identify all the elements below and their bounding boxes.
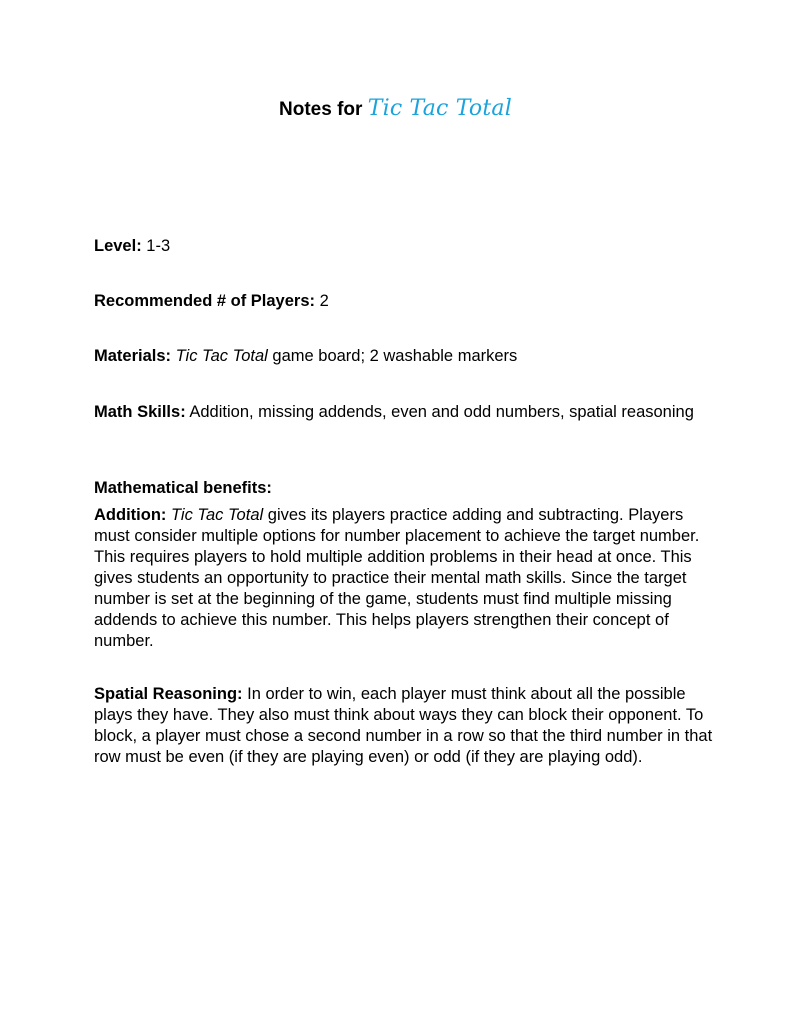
math-skills-label: Math Skills: [94,403,186,421]
addition-game-name: Tic Tac Total [170,506,264,524]
math-skills-value: Addition, missing addends, even and odd numbers, spatial reasoning [189,403,694,421]
math-skills-line [94,402,714,423]
spatial-text: In order to win, each player must think about all the possible plays they have. They also must think about ways they can block their opponent. To block, a player must chose a second number in a row so that the third number in that row must be even (if they are playing even) or odd (if they are playing odd). [94,685,713,766]
addition-label: Addition: [94,506,167,524]
spatial-label: Spatial Reasoning: [94,685,243,703]
level-line [94,236,714,257]
addition-text: gives its players practice adding and subtracting. Players must consider multiple options for number placement to achieve the target number. This requires players to hold multiple addition problems in their head at once. This gives students an opportunity to practice their mental math skills. Since the target number is set at the beginning of the game, students must find multiple missing addends to achieve this number. This helps players strengthen their concept of number. [94,506,700,650]
spatial-paragraph [94,684,714,768]
materials-game-name: Tic Tac Total [175,347,268,365]
addition-paragraph [94,505,714,652]
level-label: Level: [94,237,142,255]
level-value: 1-3 [146,237,171,255]
players-line [94,291,714,312]
benefits-heading-text: Mathematical benefits: [94,479,272,497]
materials-label: Materials: [94,347,172,365]
title-game-name: Tic Tac Total [367,96,512,121]
page-title [0,94,791,125]
players-value: 2 [319,292,329,310]
materials-value: game board; 2 washable markers [272,347,518,365]
title-prefix: Notes for [279,99,363,120]
benefits-heading [94,478,714,499]
materials-line [94,346,714,367]
players-label: Recommended # of Players: [94,292,315,310]
